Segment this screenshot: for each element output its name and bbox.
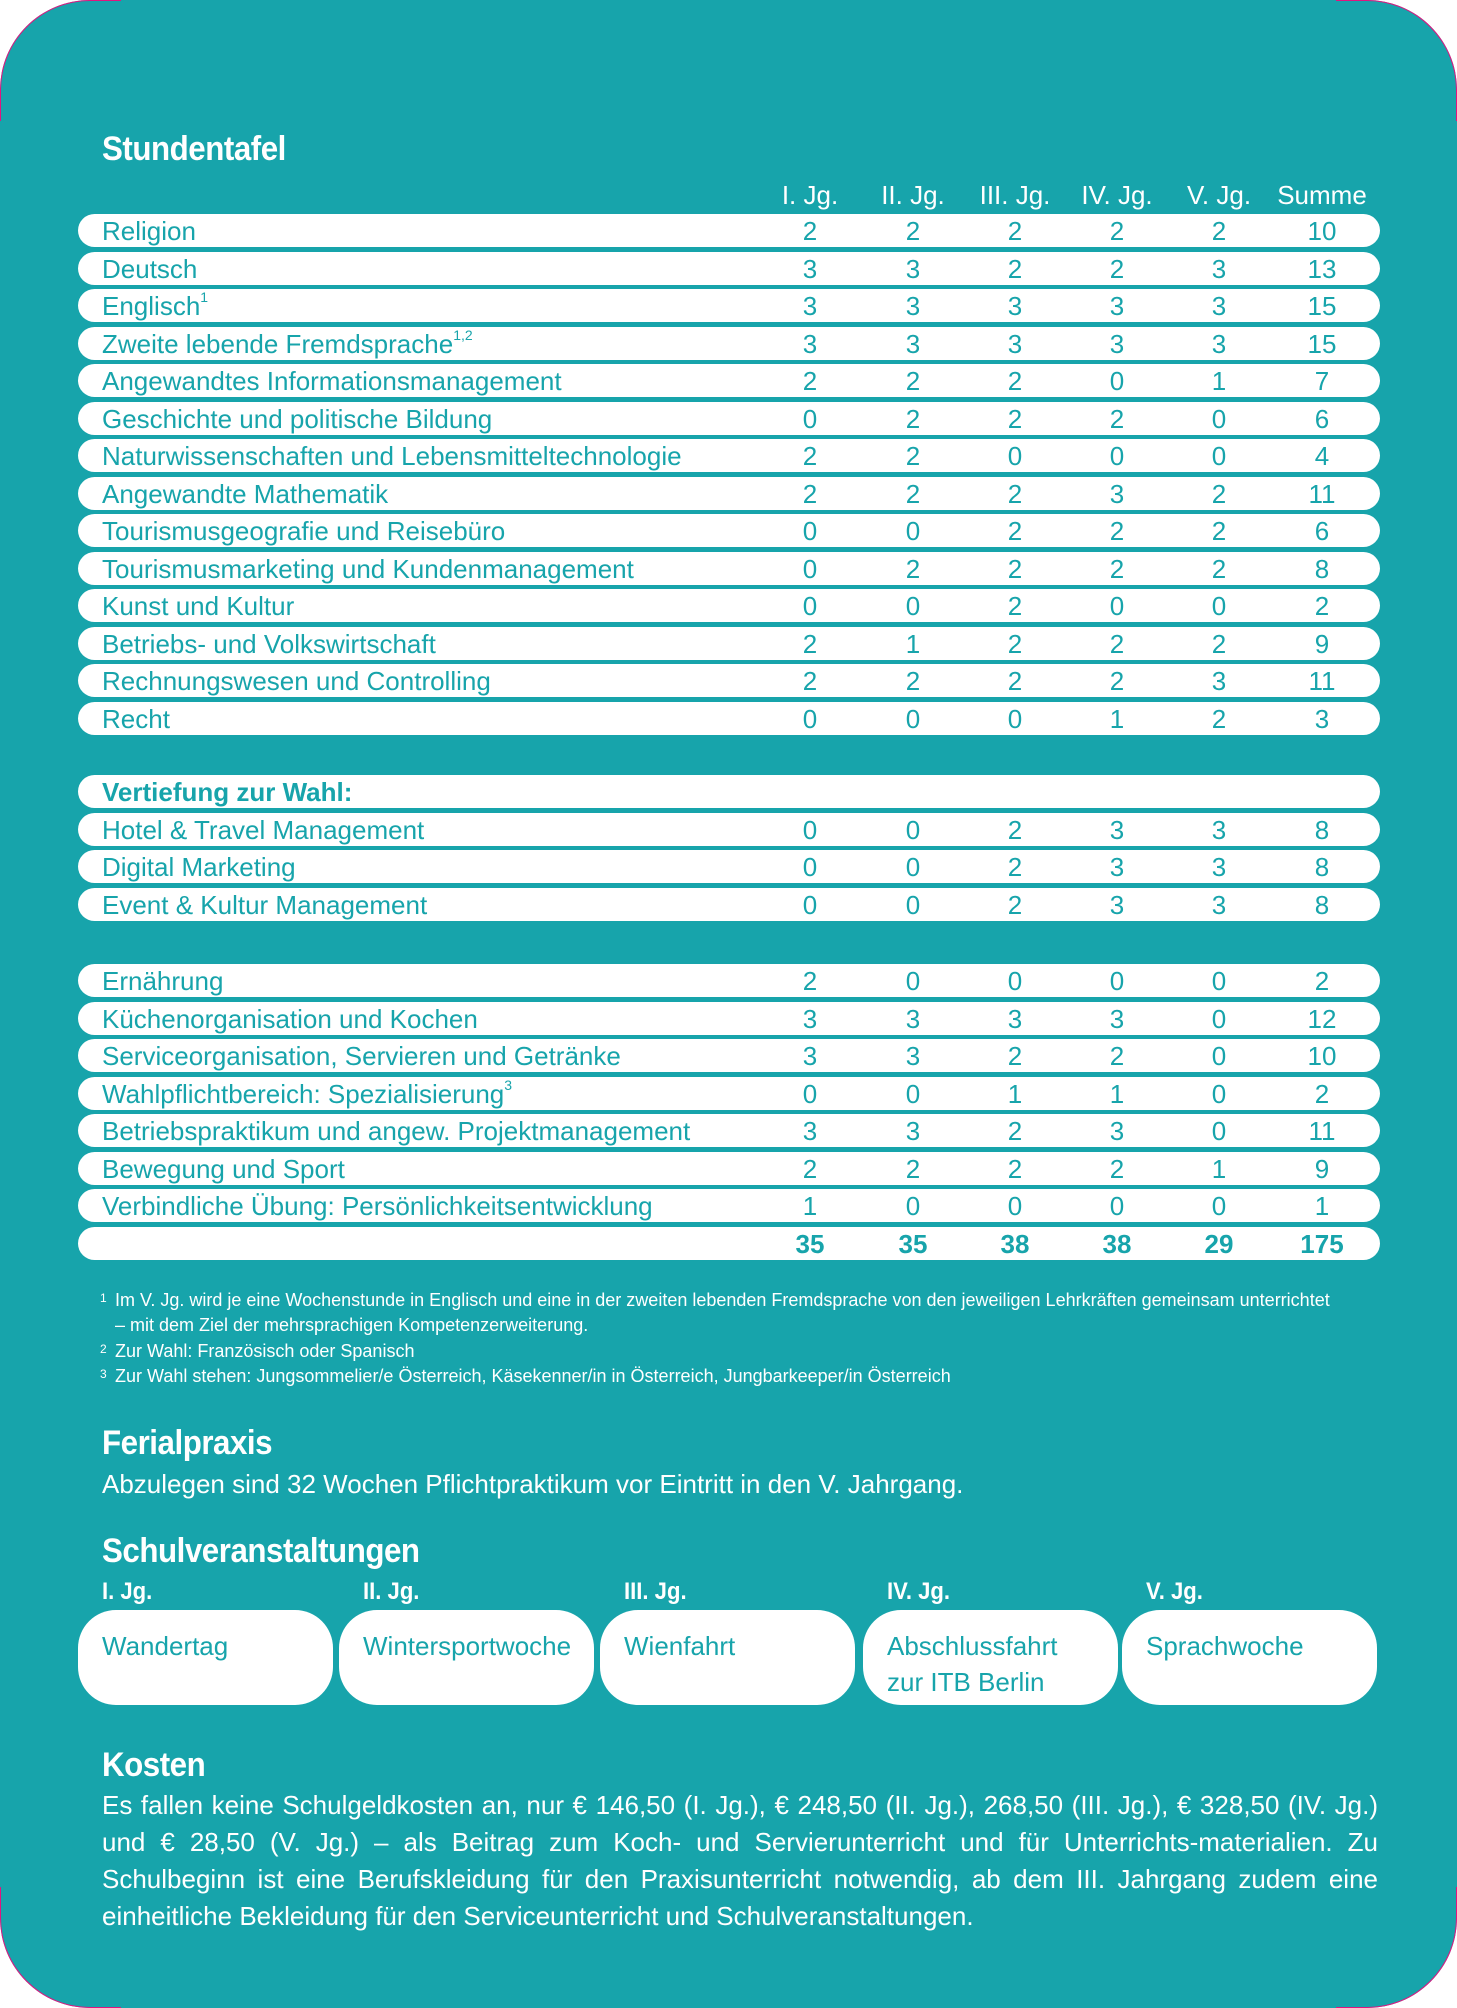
table-cell: 11 (1308, 666, 1336, 696)
table-cell: 0 (1211, 1041, 1227, 1071)
footnote (100, 1288, 1340, 1338)
table-cell: 2 (905, 1153, 921, 1184)
table-cell: 3 (802, 1003, 818, 1034)
schulveranstaltungen-title: Schulveranstaltungen (102, 1532, 420, 1570)
table-cell: 2 (905, 216, 921, 246)
table-cell: 9 (1314, 628, 1330, 659)
table-cell: 2 (905, 478, 921, 509)
table-cell: 1 (1007, 1078, 1023, 1109)
table-cell: 2 (1314, 966, 1330, 996)
column-header: Summe (1277, 180, 1367, 210)
table-row (78, 702, 1380, 735)
table-cell: 2 (802, 666, 818, 696)
table-cell: 0 (905, 966, 921, 996)
table-cell: 2 (1211, 628, 1227, 659)
table-cell: 2 (1211, 553, 1227, 584)
row-label: Vertiefung zur Wahl: (102, 777, 353, 807)
table-cell: 2 (905, 441, 921, 471)
table-cell: 0 (905, 889, 921, 920)
table-cell: 3 (905, 1041, 921, 1071)
table-cell: 0 (802, 591, 818, 621)
table-cell: 2 (1007, 852, 1023, 882)
footnote-text: Zur Wahl stehen: Jungsommelier/e Österreich, Käsekenner/in in Österreich, Jungbarkeeper/in Österreich (115, 1366, 951, 1386)
table-cell: 0 (905, 1191, 921, 1221)
total-cell: 35 (795, 1228, 825, 1259)
table-cell: 2 (1007, 403, 1023, 434)
row-label: Angewandtes Informationsmanagement (102, 366, 562, 396)
row-label: Angewandte Mathematik (102, 478, 389, 509)
stundentafel-title: Stundentafel (102, 130, 286, 168)
row-label: Hotel & Travel Management (102, 814, 425, 845)
footnote (100, 1339, 1340, 1364)
corner-decoration-top-right (1336, 0, 1457, 121)
table-cell: 0 (1211, 441, 1227, 471)
table-cell: 0 (1211, 1078, 1227, 1109)
table-cell: 8 (1314, 852, 1330, 882)
table-cell: 2 (1211, 216, 1227, 246)
table-cell: 2 (1007, 216, 1023, 246)
table-cell: 2 (1109, 1153, 1125, 1184)
footnote-number: 2 (100, 1342, 107, 1356)
row-label: Recht (102, 703, 170, 734)
table-cell: 3 (1211, 666, 1227, 696)
table-row (78, 439, 1380, 472)
table-cell: 2 (1109, 553, 1125, 584)
event-year: III. Jg. (624, 1578, 687, 1605)
total-cell: 29 (1204, 1228, 1234, 1259)
table-cell: 3 (1211, 814, 1227, 845)
table-cell: 2 (905, 366, 921, 396)
table-cell: 2 (1007, 666, 1023, 696)
table-cell: 2 (1211, 516, 1227, 546)
table-cell: 2 (1007, 889, 1023, 920)
table-cell: 6 (1314, 516, 1330, 546)
table-cell: 3 (1109, 478, 1125, 509)
table-row (78, 477, 1380, 510)
table-cell: 3 (1109, 814, 1125, 845)
table-cell: 3 (905, 1116, 921, 1146)
row-label: Religion (102, 216, 196, 246)
table-cell: 0 (1109, 1191, 1125, 1221)
table-cell: 2 (1109, 403, 1125, 434)
ferialpraxis-text: Abzulegen sind 32 Wochen Pflichtpraktikum vor Eintritt in den V. Jahrgang. (102, 1469, 964, 1499)
table-cell: 3 (1109, 1116, 1125, 1146)
table-cell: 0 (1211, 403, 1227, 434)
row-label: Tourismusgeografie und Reisebüro (102, 516, 506, 546)
table-row (78, 888, 1380, 921)
footnote-number: 1 (100, 1291, 107, 1305)
table-cell: 1 (1109, 703, 1125, 734)
table-row (78, 664, 1380, 697)
event-year: V. Jg. (1146, 1578, 1203, 1605)
row-label: Serviceorganisation, Servieren und Getränke (102, 1041, 621, 1071)
table-cell: 2 (802, 1153, 818, 1184)
table-cell: 3 (1314, 703, 1330, 734)
column-header: I. Jg. (781, 180, 839, 210)
table-cell: 0 (1007, 966, 1023, 996)
table-cell: 2 (1007, 516, 1023, 546)
table-cell: 2 (1109, 253, 1125, 284)
column-header: III. Jg. (979, 180, 1051, 210)
table-cell: 11 (1308, 478, 1336, 509)
footnote-ref: 1 (200, 289, 209, 305)
table-cell: 6 (1314, 403, 1330, 434)
row-label: Zweite lebende Fremdsprache$^{1,2}$ (102, 326, 473, 359)
table-cell: 3 (1007, 291, 1023, 321)
table-cell: 13 (1307, 253, 1337, 284)
table-cell: 3 (1109, 328, 1125, 359)
table-cell: 3 (802, 253, 818, 284)
row-label: Betriebs- und Volkswirtschaft (102, 628, 436, 659)
table-cell: 2 (1314, 1078, 1330, 1109)
event-box (600, 1610, 855, 1705)
table-cell: 3 (802, 328, 818, 359)
table-cell: 2 (802, 216, 818, 246)
table-cell: 3 (1211, 328, 1227, 359)
table-cell: 0 (802, 403, 818, 434)
table-cell: 0 (1211, 966, 1227, 996)
table-cell: 2 (1211, 478, 1227, 509)
table-cell: 0 (1007, 1191, 1023, 1221)
row-label: Event & Kultur Management (102, 889, 428, 920)
table-row (78, 289, 1380, 322)
table-cell: 2 (1109, 1041, 1125, 1071)
table-cell: 12 (1307, 1003, 1337, 1034)
row-label: Verbindliche Übung: Persönlichkeitsentwicklung (102, 1191, 653, 1221)
event-year: I. Jg. (102, 1578, 153, 1605)
row-label: Bewegung und Sport (102, 1153, 345, 1184)
table-cell: 2 (1007, 478, 1023, 509)
table-row (78, 402, 1380, 435)
kosten-title: Kosten (102, 1746, 206, 1784)
table-cell: 0 (1109, 366, 1125, 396)
table-cell: 0 (1211, 1191, 1227, 1221)
table-cell: 0 (1109, 966, 1125, 996)
row-label: Naturwissenschaften und Lebensmitteltechnologie (102, 441, 682, 471)
table-cell: 0 (905, 516, 921, 546)
table-cell: 2 (1007, 366, 1023, 396)
table-cell: 4 (1314, 441, 1330, 471)
table-row (78, 813, 1380, 846)
table-cell: 3 (802, 1116, 818, 1146)
table-cell: 0 (1109, 591, 1125, 621)
row-label: Tourismusmarketing und Kundenmanagement (102, 553, 634, 584)
table-row (78, 589, 1380, 622)
table-cell: 2 (802, 628, 818, 659)
table-row (78, 627, 1380, 660)
table-cell: 2 (1007, 1041, 1023, 1071)
total-cell: 38 (1000, 1228, 1030, 1259)
table-row (78, 514, 1380, 547)
table-row (78, 1002, 1380, 1035)
table-cell: 1 (802, 1191, 818, 1221)
table-cell: 2 (1007, 1153, 1023, 1184)
table-cell: 0 (905, 814, 921, 845)
event-year: II. Jg. (363, 1578, 420, 1605)
table-column-headers (78, 176, 1380, 212)
table-cell: 2 (1007, 591, 1023, 621)
table-cell: 2 (1109, 516, 1125, 546)
table-cell: 2 (802, 441, 818, 471)
row-label: Betriebspraktikum und angew. Projektmanagement (102, 1116, 691, 1146)
table-cell: 3 (905, 1003, 921, 1034)
corner-decoration-top-left (0, 0, 121, 121)
table-cell: 3 (1109, 291, 1125, 321)
table-cell: 1 (905, 628, 921, 659)
kosten-text: Es fallen keine Schulgeldkosten an, nur € 146,50 (I. Jg.), € 248,50 (II. Jg.), 268,50 (III. Jg.), € 328,50 (IV. Jg.) und € 28,50 (V. Jg.) – als Beitrag zum Koch- und Servierunterricht und für Unterrichts-materialien. Zu Schulbeginn ist eine Berufskleidung für den Praxisunterricht notwendig, ab dem III. Jahrgang zudem eine einheitliche Bekleidung für den Serviceunterricht und Schulveranstaltungen. (102, 1790, 1378, 1931)
table-cell: 1 (1314, 1191, 1330, 1221)
table-cell: 3 (1109, 1003, 1125, 1034)
table-cell: 2 (1109, 628, 1125, 659)
table-cell: 0 (802, 516, 818, 546)
event-box (1122, 1610, 1377, 1705)
table-cell: 0 (1007, 703, 1023, 734)
table-cell: 3 (1211, 852, 1227, 882)
footnote-text: Im V. Jg. wird je eine Wochenstunde in Englisch und eine in der zweiten lebenden Fremdsprache von den jeweiligen Lehrkräften gemeinsam unterrichtet – mit dem Ziel der mehrsprachigen Kompetenzerweiterung. (115, 1290, 1330, 1335)
table-cell: 0 (905, 1078, 921, 1109)
row-label: Englisch$^1$ (102, 289, 209, 321)
table-cell: 2 (1007, 253, 1023, 284)
table-cell: 0 (905, 591, 921, 621)
table-cell: 15 (1307, 328, 1337, 359)
table-cell: 0 (905, 852, 921, 882)
table-cell: 0 (1007, 441, 1023, 471)
table-cell: 0 (802, 889, 818, 920)
event-name: Wintersportwoche (363, 1631, 572, 1661)
table-row (78, 1152, 1380, 1185)
table-cell: 8 (1314, 553, 1330, 584)
table-cell: 3 (1007, 328, 1023, 359)
table-cell: 2 (1007, 628, 1023, 659)
table-cell: 0 (802, 852, 818, 882)
table-cell: 3 (1211, 253, 1227, 284)
table-cell: 3 (1211, 291, 1227, 321)
row-label: Küchenorganisation und Kochen (102, 1003, 478, 1034)
table-cell: 2 (905, 666, 921, 696)
table-cell: 0 (1109, 441, 1125, 471)
table-cell: 0 (802, 553, 818, 584)
footnote-ref: 3 (504, 1076, 513, 1093)
table-cell: 3 (905, 291, 921, 321)
table-cell: 0 (1211, 591, 1227, 621)
table-cell: 1 (1211, 1153, 1227, 1184)
table-cell: 8 (1314, 814, 1330, 845)
total-cell: 38 (1102, 1228, 1132, 1259)
row-label: Wahlpflichtbereich: Spezialisierung$^3$ (102, 1076, 513, 1109)
table-cell: 2 (1109, 666, 1125, 696)
ferialpraxis-title: Ferialpraxis (102, 1424, 273, 1462)
table-row (78, 850, 1380, 883)
table-cell: 15 (1307, 291, 1337, 321)
table-cell: 3 (1109, 889, 1125, 920)
table-cell: 9 (1314, 1153, 1330, 1184)
event-box (863, 1610, 1118, 1705)
table-cell: 3 (1109, 852, 1125, 882)
table-cell: 10 (1307, 216, 1337, 246)
table-cell: 2 (802, 966, 818, 996)
row-label: Rechnungswesen und Controlling (102, 666, 491, 696)
table-cell: 1 (1211, 366, 1227, 396)
table-cell: 3 (1007, 1003, 1023, 1034)
column-header: V. Jg. (1186, 180, 1252, 210)
event-box (78, 1610, 333, 1705)
table-cell: 2 (1109, 216, 1125, 246)
event-name: Wandertag (102, 1631, 229, 1661)
table-row (78, 327, 1380, 360)
table-cell: 0 (802, 703, 818, 734)
table-cell: 0 (905, 703, 921, 734)
column-header: IV. Jg. (1081, 180, 1153, 210)
table-row (78, 1077, 1380, 1110)
footnote-number: 3 (100, 1367, 107, 1381)
table-cell: 3 (802, 1041, 818, 1071)
table-cell: 3 (905, 253, 921, 284)
event-year: IV. Jg. (887, 1578, 951, 1605)
table-row (78, 364, 1380, 397)
event-name: Sprachwoche (1146, 1631, 1304, 1661)
totals-row (78, 1227, 1380, 1260)
table-cell: 2 (1314, 591, 1330, 621)
total-cell: 175 (1300, 1228, 1344, 1259)
event-box (339, 1610, 594, 1705)
table-cell: 2 (1007, 1116, 1023, 1146)
table-cell: 0 (1211, 1003, 1227, 1034)
column-header: II. Jg. (881, 180, 945, 210)
row-label: Digital Marketing (102, 852, 296, 882)
table-cell: 11 (1308, 1116, 1336, 1146)
table-row (78, 214, 1380, 247)
table-row (78, 1189, 1380, 1222)
table-cell: 0 (802, 814, 818, 845)
table-cell: 3 (905, 328, 921, 359)
table-cell: 8 (1314, 889, 1330, 920)
table-cell: 0 (802, 1078, 818, 1109)
footnote-ref: 1,2 (453, 326, 473, 343)
table-cell: 3 (802, 291, 818, 321)
table-row (78, 252, 1380, 285)
footnote (100, 1364, 1340, 1389)
table-cell: 1 (1109, 1078, 1125, 1109)
vertiefung-header-row (78, 775, 1380, 808)
total-cell: 35 (898, 1228, 928, 1259)
table-cell: 0 (1211, 1116, 1227, 1146)
table-cell: 7 (1314, 366, 1330, 396)
table-row (78, 1114, 1380, 1147)
row-label: Deutsch (102, 253, 198, 284)
table-cell: 3 (1211, 889, 1227, 920)
table-cell: 10 (1307, 1041, 1337, 1071)
table-cell: 2 (802, 478, 818, 509)
table-row (78, 1039, 1380, 1072)
table-cell: 2 (905, 553, 921, 584)
footnote-text: Zur Wahl: Französisch oder Spanisch (115, 1341, 415, 1361)
row-label: Ernährung (102, 966, 224, 996)
table-cell: 2 (1211, 703, 1227, 734)
table-row (78, 964, 1380, 997)
event-name: Wienfahrt (624, 1631, 736, 1661)
table-cell: 2 (802, 366, 818, 396)
table-cell: 2 (905, 403, 921, 434)
row-label: Geschichte und politische Bildung (102, 403, 493, 434)
row-label: Kunst und Kultur (102, 591, 295, 621)
event-name: Abschlussfahrt (887, 1631, 1058, 1661)
table-cell: 2 (1007, 553, 1023, 584)
table-row (78, 552, 1380, 585)
event-name-line2: zur ITB Berlin (887, 1667, 1045, 1697)
table-cell: 2 (1007, 814, 1023, 845)
